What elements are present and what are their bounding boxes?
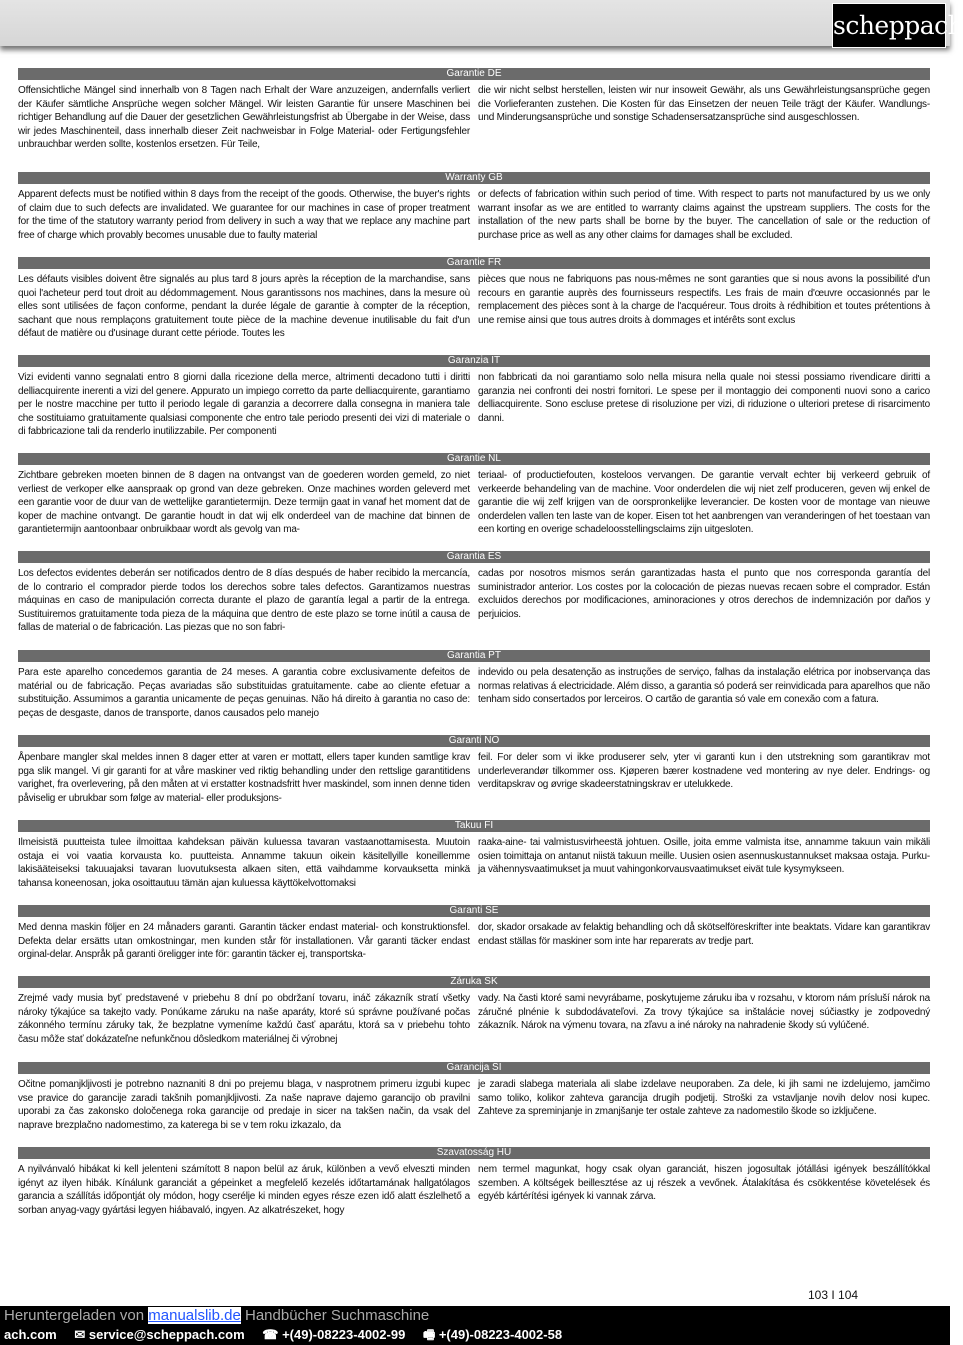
warranty-section [18, 650, 930, 735]
fax: 🖷 +(49)-08223-4002-58 [422, 1327, 563, 1342]
section-text-right: feil. For deler som vi ikke produserer selv, yter vi garanti kun i den utstrekning som garantikrav mot underleverandør tilkommer oss. Kjøperen bærer kostnadene ved montering av nye deler. Endrings- og verditapskrav og øvrige skadeerstatningskrav er utelukkede. [478, 752, 930, 790]
section-title: Garantie DE [18, 68, 930, 80]
section-title: Garancija SI [18, 1062, 930, 1074]
warranty-section [18, 172, 930, 257]
section-text-right: raaka-aine- tai valmistusvirheestä johtuen. Osille, joita emme valmista itse, annamme takuun vain mikäli osien toimittaja on antanut niistä takuun meille. Uusien osien asennuskustannukset maksaa ostaja. Purku- ja vähennysvaatimukset ja muut vahingonkorvausvaatimukset eivät tule kysymykseen. [478, 837, 930, 875]
section-text-right: indevido ou pela desatenção as instruções de serviço, falhas da instalação elétrica por inobservança das normas relativas á electricidade. Além disso, a garantia só poderá ser reinvidicada para aparelhos que não tenham sido consertados por lerceiros. O cartão de garantia só vale em conexão com a fatura. [478, 667, 930, 705]
warranty-sections [18, 68, 930, 1225]
warranty-section [18, 976, 930, 1062]
section-title: Garantia PT [18, 650, 930, 662]
section-title: Garantie NL [18, 453, 930, 465]
warranty-section [18, 551, 930, 650]
section-text-right: je zaradi slabega materiala ali slabe izdelave neuporaben. Za dele, ki jih sami ne izdelujemo, jamčimo samo toliko, kolikor zahteva garancija drugih podjetij. Stroški za vstavljanje novih delov nosi kupec. Zahteve za spreminjanje in zmanjšanje ter ostale zahteve za nadomestilo škode so izključene. [478, 1079, 930, 1117]
section-text-left: Los defectos evidentes deberán ser notificados dentro de 8 días después de haber recibido la mercancía, de lo contrario el comprador pierde todos los derechos sobre tales defectos. Garantizamos nuestras máquinas en caso de manipulación correcta durante el plazo de garantía legal a partir de la entrega. Sustituiremos gratuitamente toda pieza de la máquina que dentro de este plazo se torne inútil a causa de fallas de material o de fabricación. Las piezas que no son fabri- [18, 568, 470, 633]
section-text-left: Ilmeisistä puutteista tulee ilmoittaa kahdeksan päivän kuluessa tavaran vastaanottamisesta. Muutoin ostaja ei voi vaatia korvausta ko. puutteista. Annamme takuun oikein käsitellyille koneillemme lakisääteiseksi takuuajaksi tavaran luovutuksesta alkaen siten, että vaihdamme korvauksetta minkä tahansa koneenosan, joka osoittautuu tämän ajan kuluessa käyttökelvottomaksi [18, 837, 470, 889]
warranty-section [18, 453, 930, 551]
section-text-left: A nyilvánvaló hibákat ki kell jelenteni számított 8 napon belül az áruk, különben a vevő elveszti minden igényt az ilyen hibák. Kínálunk garanciát a gépeinket a megfelelő kezelés időtartamának hallgatólagos garancia a szállítás időpontját oly módon, hogy cserélje ki minden egyes része ezen idő alatt észlelhető a sorban anyag-vagy gyártási legyen hiábavaló, ingyen. Az alkatrészeket, hogy [18, 1164, 470, 1216]
section-text-right: teriaal- of productiefouten, kosteloos vervangen. De garantie vervalt echter bij verkeerd gebruik of verkeerde behandeling van de machine. Voor onderdelen die wij niet zelf produceren, geven wij enkel de garantie die wij zelf krijgen van de oorspronkelijke leverancier. De kosten voor de montage van nieuwe onderdelen vallen ten laste van de koper. Eisen tot het aanbrengen van veranderingen of het toestaan van een korting en overige schadeloosstellingsclaims zijn uitgesloten. [478, 470, 930, 535]
section-text-left: Očitne pomanjkljivosti je potrebno naznaniti 8 dni po prejemu blaga, v nasprotnem primeru izgubi kupec vse pravice do garancije zaradi takšnih pomanjkljivosti. Za naše naprave dajemo garancijo ob pravilni uporabi za čas zakonsko določenega roka garancije od predaje in sicer na takšen način, da vsak del naprave brezplačno nadomestimo, za katerega bi se v tem roku izkazalo, da [18, 1079, 470, 1131]
section-text-left: Zrejmé vady musia byť predstavené v priebehu 8 dní po obdržaní tovaru, ináč zákazník stratí všetky nároky týkajúce sa takejto vady. Ponúkame záruku na naše aparáty, ktoré sú správne používané počas zákonného termínu záruky tak, že bezplatne vymeníme každú časť aparátu, ktorá sa v priebehu tohto času môže stať dokázateľne nefunkčnou dôsledkom materiálnej či výrobnej [18, 993, 470, 1045]
section-title: Garanti SE [18, 905, 930, 917]
download-suffix: Handbücher Suchmaschine [240, 1307, 430, 1324]
section-text-left: Åpenbare mangler skal meldes innen 8 dager etter at varen er mottatt, ellers taper kunden samtlige krav pga slik mangel. Vi gir garanti for at våre maskiner ved riktig behandling under den rettslige garantitidens varighet, fra overlevering, på den måten at vi erstatter kostnadsfritt hver maskindel, som innen denne tiden påviselig er ubrukbar som følge av material- eller produksjons- [18, 752, 470, 804]
warranty-section [18, 735, 930, 820]
section-text-right: pièces que nous ne fabriquons pas nous-mêmes ne sont garanties que si nous avons la possibilité d'un recours en garantie auprès des fournisseurs respectifs. Les frais de main d'œuvre occasionnés par le remplacement des pièces sont à la charge de l'acquéreur. Tous droits à rédhibition et toutes prétentions à une remise ainsi que tous autres droits à dommages et intérêts sont exclus [478, 274, 930, 326]
warranty-section [18, 355, 930, 453]
warranty-section [18, 1147, 930, 1225]
page-number: 103 I 104 [808, 1288, 859, 1302]
contact-info [4, 1326, 576, 1344]
website[interactable]: ach.com [4, 1327, 57, 1342]
section-text-right: die wir nicht selbst herstellen, leisten wir nur insoweit Gewähr, als uns Gewährleistungsansprüche gegen die Vorlieferanten zustehen. Die Kosten für das Einsetzen der neuen Teile trägt der Käufer. Wandlungs- und Minderungsansprüche und sonstige Schadensersatzansprüche sind ausgeschlossen. [478, 85, 930, 123]
warranty-section [18, 820, 930, 905]
section-text-left: Offensichtliche Mängel sind innerhalb von 8 Tagen nach Erhalt der Ware anzuzeigen, andernfalls verliert der Käufer sämtliche Ansprüche wegen solcher Mängel. Wir leisten Garantie für unsere Maschinen bei richtiger Behandlung auf die Dauer der gesetzlichen Gewährleistungsfrist ab Übergabe in der Weise, dass wir jedes Maschinenteil, dass innerhalb dieser Zeit nachweisbar in Folge Material- oder Fertigungsfehler unbrauchbar werden sollte, kostenlos ersetzen. Für Teile, [18, 85, 470, 150]
section-title: Takuu FI [18, 820, 930, 832]
section-title: Garanzia IT [18, 355, 930, 367]
section-text-left: Zichtbare gebreken moeten binnen de 8 dagen na ontvangst van de goederen worden gemeld, zo niet verliest de verkoper elke aanspraak op grond van deze gebreken. Onze machines worden geleverd met een garantie voor de duur van de wettelijke garantietermijn. Deze termijn gaat in vanaf het moment dat de koper de machine ontvangt. De garantie houdt in dat wij elk onderdeel van de machine dat binnen de garantietermijn aantoonbaar onbruikbaar wordt als gevolg van ma- [18, 470, 470, 535]
section-text-right: or defects of fabrication within such period of time. With respect to parts not manufactured by us we only warrant insofar as we are entitled to warranty claims against the upstream suppliers. The costs for the installation of the new parts shall be borne by the buyer. The cancellation of sale or the reduction of purchase price as well as any other claims for damages shall be excluded. [478, 189, 930, 241]
section-text-left: Apparent defects must be notified within 8 days from the receipt of the goods. Otherwise, the buyer's rights of claim due to such defects are invalidated. We guarantee for our machines in case of proper treatment for the time of the statutory warranty period from delivery in such a way that we replace any machine part free of charge which provably becomes unusable due to faulty material [18, 189, 470, 241]
section-title: Warranty GB [18, 172, 930, 184]
warranty-section [18, 68, 930, 172]
section-text-right: cadas por nosotros mismos serán garantizadas hasta el punto que nos corresponda garantía del suministrador anterior. Los costes por la colocación de piezas nuevas recaen sobre el comprador. Están excluidos derechos por modificaciones, aminoraciones y otros derechos de indemnización por daños y perjuicios. [478, 568, 930, 620]
footer-bar [0, 1306, 950, 1345]
manualslib-link[interactable]: manualslib.de [148, 1307, 241, 1324]
section-title: Szavatosság HU [18, 1147, 930, 1159]
section-title: Záruka SK [18, 976, 930, 988]
section-title: Garantia ES [18, 551, 930, 563]
phone: ☎ +(49)-08223-4002-99 [262, 1327, 406, 1342]
section-text-right: dor, skador orsakade av felaktig behandling och då skötselföreskrifter inte beaktats. Vidare kan garantikrav endast ställas för maskiner som inte har reparerats av tredje part. [478, 922, 930, 947]
warranty-section [18, 257, 930, 355]
download-notice [4, 1307, 429, 1325]
scheppach-logo: scheppach [832, 3, 946, 48]
section-text-left: Les défauts visibles doivent être signalés au plus tard 8 jours après la réception de la marchandise, sans quoi l'acheteur perd tout droit au dédommagement. Nous garantissons nos machines, dans la mesure où elles sont utilisées de façon conforme, pendant la durée légale de garantie à compter de la réception, sachant que nous remplaçons gratuitement toute pièce de la machine devenue inutilisable du fait d'un défaut de matière ou d'usinage durant cette période. Toutes les [18, 274, 470, 339]
section-text-left: Para este aparelho concedemos garantia de 24 meses. A garantia cobre exclusivamente defeitos de matérial ou de fabricação. Peças avariadas são substituidas gratuitamente. cabe ao cliente efetuar a substituição. Assumimos a garantia unicamente de peças genuinas. Não há direito à garantia no caso de: peças de desgaste, danos de transporte, danos causados pelo manejo [18, 667, 470, 719]
email[interactable]: ✉ service@scheppach.com [74, 1327, 245, 1342]
section-title: Garantie FR [18, 257, 930, 269]
section-text-right: nem termel magunkat, hogy csak olyan garanciát, hiszen jogosultak jótállási igények beszállítókkal szemben. A költségek beillesztése az uj részek a vevőnek. Átalakítása és csökkentése követelések és egyéb kártérítési igények ki vannak zárva. [478, 1164, 930, 1202]
warranty-section [18, 905, 930, 976]
download-prefix: Heruntergeladen von [4, 1307, 149, 1324]
header-bar [0, 0, 950, 46]
section-text-left: Med denna maskin följer en 24 månaders garanti. Garantin täcker endast material- och konstruktionsfel. Defekta delar ersätts utan omkostningar, men kunden står för installationen. Vår garanti täcker endast orginal-delar. Anspråk på garanti öreligger inte för: garantin täcker ej, transportska- [18, 922, 470, 960]
warranty-section [18, 1062, 930, 1147]
section-text-right: vady. Na časti ktoré sami nevyrábame, poskytujeme záruku iba v rozsahu, v ktorom nám prísluší nárok na záručné plnénie k subdodávateľovi. Za trovy týkajúce sa inštalácie novej súčiastky je zodpovedný zákazník. Nárok na výmenu tovara, na zľavu a iné nároky na nahradenie škody sú vylúčené. [478, 993, 930, 1031]
section-title: Garanti NO [18, 735, 930, 747]
section-text-right: non fabbricati da noi garantiamo solo nella misura nella quale noi stessi possiamo rivendicare diritti a garanzia nei confronti dei nostri fornitori. Le spese per il montaggio dei componenti nuovi sono a carico delliacquirente. Sono escluse pretese di risoluzione per vizi, di riduzione o ulteriori pretese di risarcimento danni. [478, 372, 930, 424]
section-text-left: Vizi evidenti vanno segnalati entro 8 giorni dalla ricezione della merce, altrimenti decadono tutti i diritti delliacquirente inerenti a vizi del genere. Appurato un impiego corretto da parte delliacquirente, garantiamo per le nostre macchine per tutto il periodo legale di garanzia a decorrere dalla consegna in maniera tale che sostituiamo gratuitamente qualsiasi componente che entro tale periodo presenti dei vizi di materiale o di fabbricazione tali da renderlo inutilizzabile. Per componenti [18, 372, 470, 437]
